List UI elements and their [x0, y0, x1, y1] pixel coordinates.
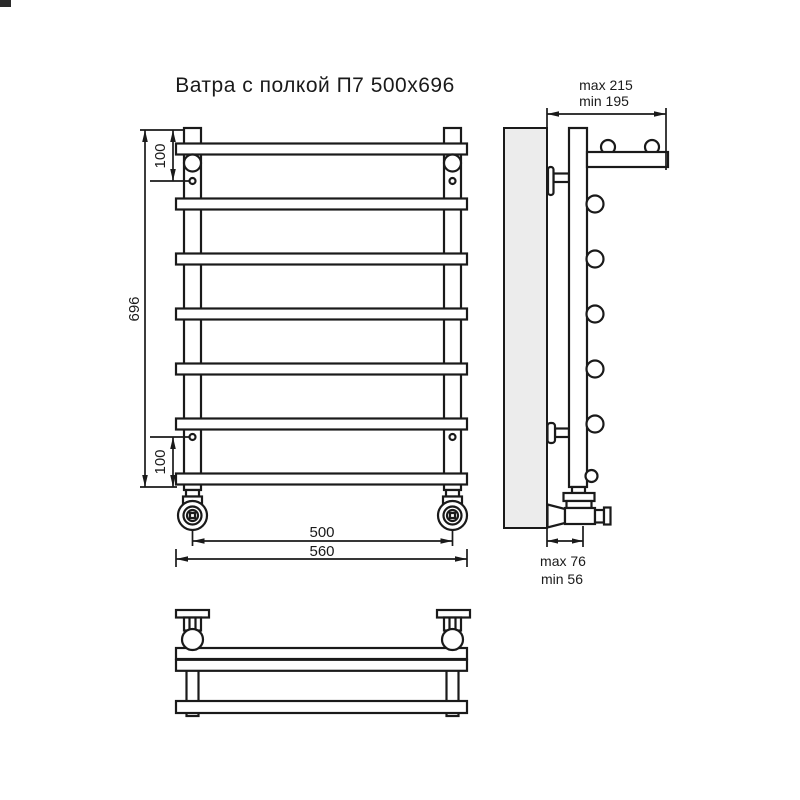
rung-end-6	[587, 416, 604, 433]
valve-cap	[604, 508, 611, 525]
rung-end-3	[587, 251, 604, 268]
valve-body	[178, 501, 207, 530]
front-view	[176, 128, 467, 530]
top-view-left-mount	[176, 610, 209, 650]
right-pivot-ball	[444, 155, 461, 172]
shelf-arm	[587, 152, 668, 167]
dim-label-696: 696	[125, 296, 143, 322]
mount-hole-top-right	[450, 178, 456, 184]
mount-hole-top-left	[190, 178, 196, 184]
dim-label-depth-max: max 215	[579, 77, 633, 93]
wall-section	[504, 128, 547, 528]
top-bracket-flange	[548, 167, 554, 195]
rung-end-7	[586, 470, 598, 482]
dim-label-depth-min: min 195	[579, 93, 629, 109]
dim-label-500: 500	[309, 524, 335, 541]
drawing-title: Ватра с полкой П7 500x696	[175, 74, 455, 97]
dim-label-valve-min: min 56	[540, 571, 584, 587]
dim-valve-offset	[540, 526, 586, 587]
mount-cap	[437, 610, 470, 618]
top-view-mid-rail	[176, 660, 467, 671]
rung-bar-4	[176, 309, 467, 320]
mount-cap	[176, 610, 209, 618]
rung-bar-3	[176, 254, 467, 265]
rung-bar-5	[176, 364, 467, 375]
dim-label-100-bottom: 100	[151, 449, 169, 475]
valve-body-side	[565, 508, 595, 524]
bottom-bracket-pipe	[555, 429, 569, 438]
mount-ball	[182, 629, 203, 650]
front-dimensions	[126, 130, 467, 567]
right-valve-assembly	[438, 490, 467, 530]
rung-bar-2	[176, 199, 467, 210]
left-valve-assembly	[178, 490, 207, 530]
side-post	[569, 128, 587, 487]
top-view-front-rail	[176, 701, 467, 713]
rung-bar-1	[176, 144, 467, 155]
top-view-right-mount	[437, 610, 470, 650]
wall-cup	[548, 505, 566, 528]
mount-hole-bottom-left	[190, 434, 196, 440]
bottom-bracket-flange	[548, 423, 556, 443]
valve-body	[438, 501, 467, 530]
mount-ball	[442, 629, 463, 650]
rung-end-4	[587, 306, 604, 323]
top-bracket-pipe	[554, 174, 570, 183]
mount-hole-bottom-right	[450, 434, 456, 440]
rung-bar-7	[176, 474, 467, 485]
top-view	[176, 610, 470, 716]
valve-collar-big	[564, 493, 595, 501]
rung-bar-6	[176, 419, 467, 430]
rung-end-5	[587, 361, 604, 378]
top-view-back-rail	[176, 648, 467, 659]
left-pivot-ball	[184, 155, 201, 172]
rung-end-2	[587, 196, 604, 213]
dim-label-560: 560	[309, 543, 335, 560]
dim-label-valve-max: max 76	[540, 553, 586, 569]
side-view	[504, 128, 668, 528]
dim-label-100-top: 100	[151, 143, 169, 169]
scan-artifact	[0, 0, 11, 7]
valve-pipe	[595, 510, 604, 523]
side-valve-assembly	[548, 487, 611, 528]
dim-overall-width	[176, 543, 467, 567]
